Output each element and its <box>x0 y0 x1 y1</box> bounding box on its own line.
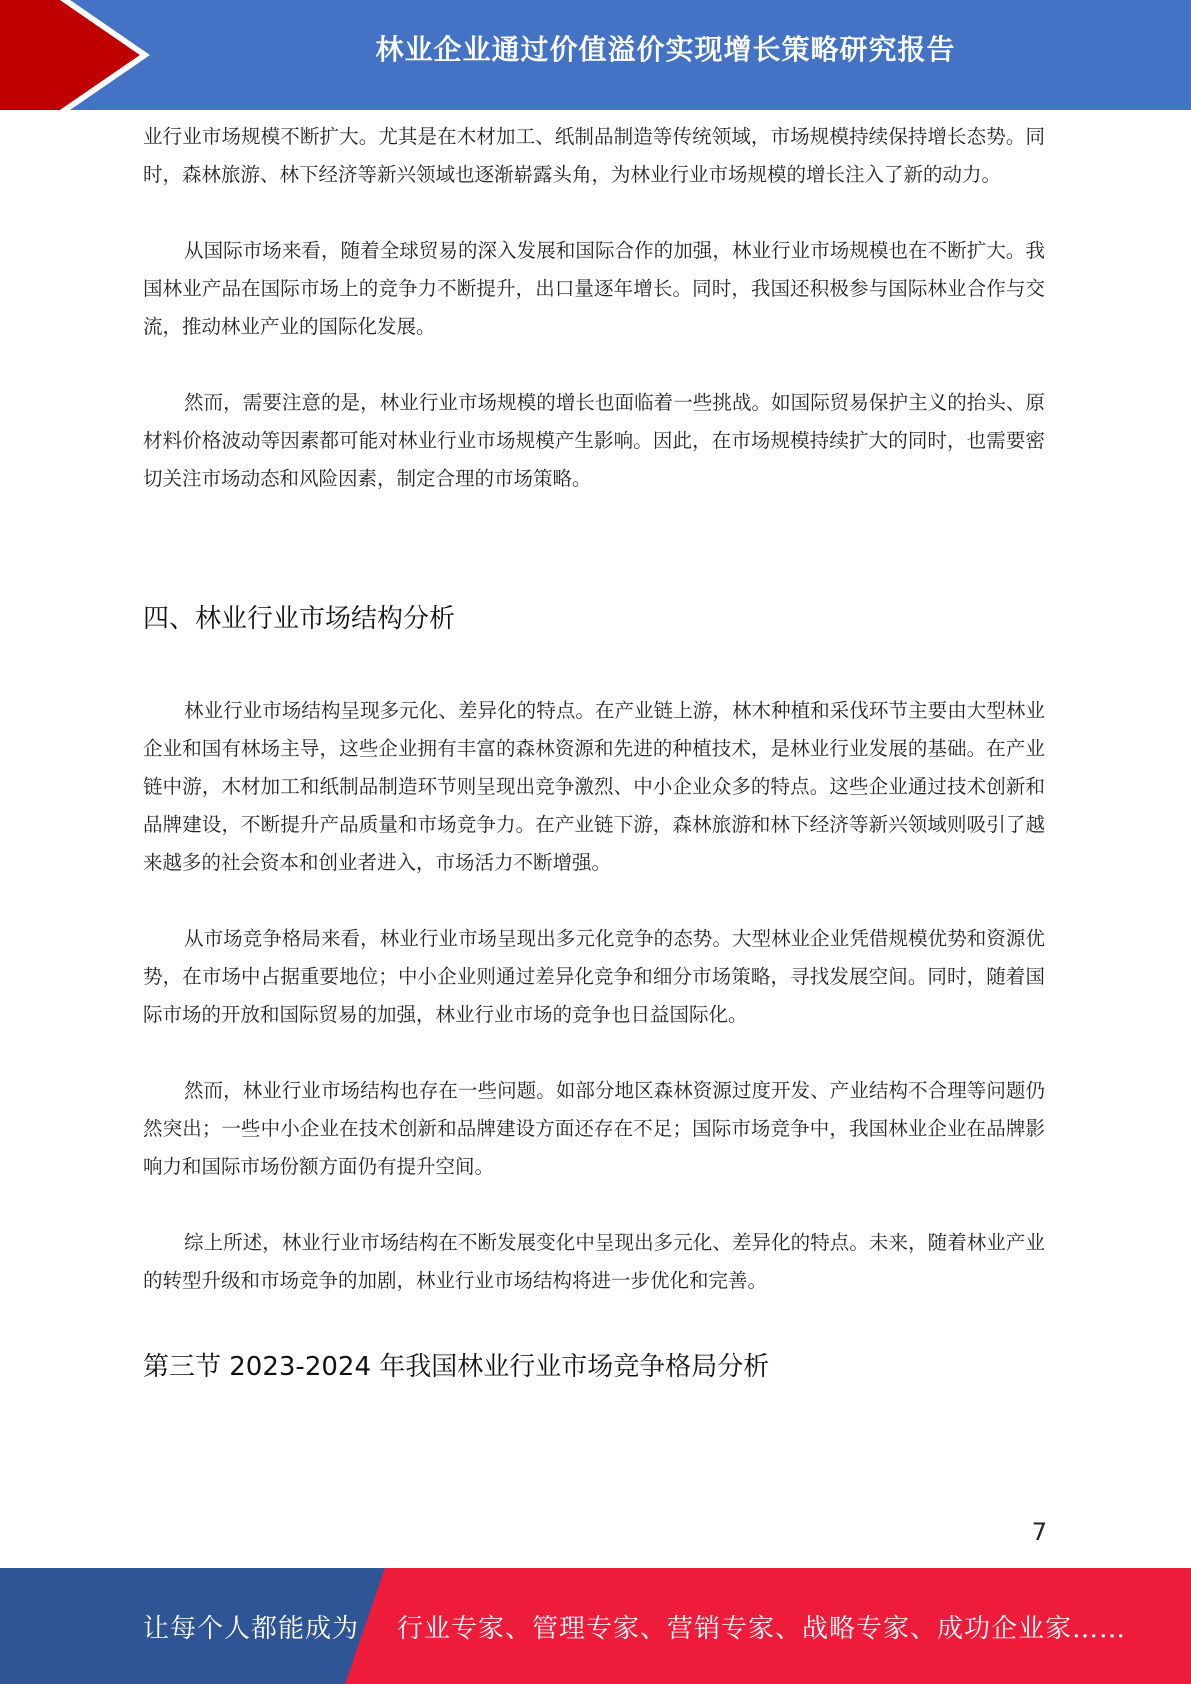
paragraph-competition-pattern: 从市场竞争格局来看，林业行业市场呈现出多元化竞争的态势。大型林业企业凭借规模优势和资源优势，在市场中占据重要地位；中小企业则通过差异化竞争和细分市场策略，寻找发展空间。同时，随着国际市场的开放和国际贸易的加强，林业行业市场的竞争也日益国际化。 <box>143 927 1045 1026</box>
footer-slogan-left: 让每个人都能成为 <box>143 1614 360 1644</box>
body-top <box>143 118 1045 536</box>
paragraph-summary: 综上所述，林业行业市场结构在不断发展变化中呈现出多元化、差异化的特点。未来，随着林业产业的转型升级和市场竞争的加剧，林业行业市场结构将进一步优化和完善。 <box>143 1231 1045 1292</box>
paragraph-structure-problems: 然而，林业行业市场结构也存在一些问题。如部分地区森林资源过度开发、产业结构不合理等问题仍然突出；一些中小企业在技术创新和品牌建设方面还存在不足；国际市场竞争中，我国林业企业在品牌影响力和国际市场份额方面仍有提升空间。 <box>143 1079 1045 1178</box>
body-market-structure <box>143 692 1045 1338</box>
paragraph-structure-overview: 林业行业市场结构呈现多元化、差异化的特点。在产业链上游，林木种植和采伐环节主要由大型林业企业和国有林场主导，这些企业拥有丰富的森林资源和先进的种植技术，是林业行业发展的基础。在产业链中游，木材加工和纸制品制造环节则呈现出竞争激烈、中小企业众多的特点。这些企业通过技术创新和品牌建设，不断提升产品质量和市场竞争力。在产业链下游，森林旅游和林下经济等新兴领域则吸引了越来越多的社会资本和创业者进入，市场活力不断增强。 <box>143 699 1045 874</box>
paragraph-market-scale-challenges: 然而，需要注意的是，林业行业市场规模的增长也面临着一些挑战。如国际贸易保护主义的抬头、原材料价格波动等因素都可能对林业行业市场规模产生影响。因此，在市场规模持续扩大的同时，也需要密切关注市场动态和风险因素，制定合理的市场策略。 <box>143 391 1045 490</box>
footer-slogan-right: 行业专家、管理专家、营销专家、战略专家、成功企业家…… <box>397 1614 1127 1644</box>
paragraph-market-scale-domestic: 业行业市场规模不断扩大。尤其是在木材加工、纸制品制造等传统领域，市场规模持续保持增长态势。同时，森林旅游、林下经济等新兴领域也逐渐崭露头角，为林业行业市场规模的增长注入了新的动力。 <box>143 125 1045 186</box>
page-header <box>0 0 1191 110</box>
report-title: 林业企业通过价值溢价实现增长策略研究报告 <box>375 33 956 66</box>
section-heading-market-structure: 四、林业行业市场结构分析 <box>143 604 456 634</box>
page-footer <box>0 1568 1191 1684</box>
paragraph-market-scale-international: 从国际市场来看，随着全球贸易的深入发展和国际合作的加强，林业行业市场规模也在不断扩大。我国林业产品在国际市场上的竞争力不断提升，出口量逐年增长。同时，我国还积极参与国际林业合作与交流，推动林业产业的国际化发展。 <box>143 239 1045 338</box>
page-number: 7 <box>1031 1518 1047 1546</box>
section-heading-competition: 第三节 2023-2024 年我国林业行业市场竞争格局分析 <box>143 1352 770 1382</box>
